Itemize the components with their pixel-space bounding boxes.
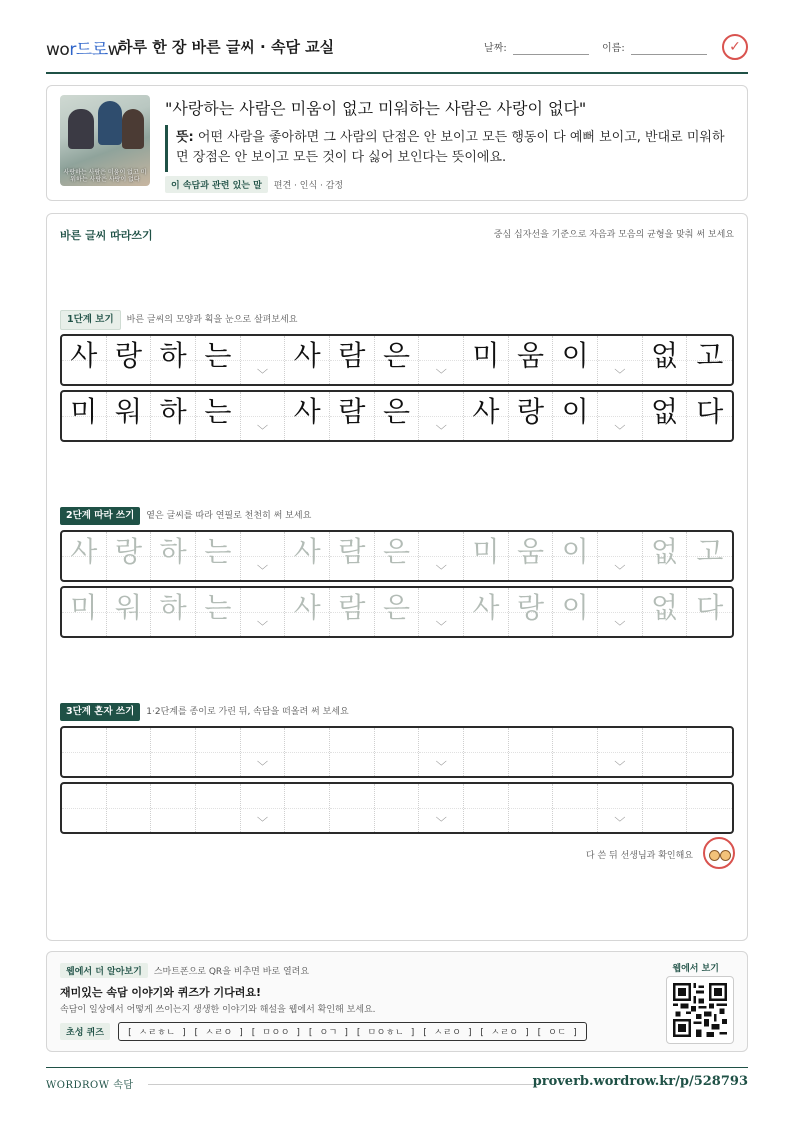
practice-char: 은 [383, 339, 411, 372]
grid-cell [598, 336, 643, 384]
practice-char: 는 [204, 591, 232, 624]
practice-char: 은 [383, 395, 411, 428]
grid-cell[interactable] [151, 588, 196, 636]
grid-cell[interactable] [285, 728, 330, 776]
grid-cell [553, 392, 598, 440]
grid-cell [241, 392, 286, 440]
grid-cell[interactable] [285, 784, 330, 832]
web-headline: 재미있는 속담 이야기와 퀴즈가 기다려요! [60, 986, 261, 999]
practice-char: 하 [159, 395, 187, 428]
grid-cell[interactable] [241, 588, 286, 636]
grid-cell[interactable] [643, 588, 688, 636]
practice-note: 중심 십자선을 기준으로 자음과 모음의 균형을 맞춰 써 보세요 [493, 230, 734, 240]
grid-cell [196, 336, 241, 384]
practice-char: 다 [696, 395, 724, 428]
grid-cell[interactable] [553, 728, 598, 776]
grid-cell [687, 336, 732, 384]
step3-header: 3단계 혼자 쓰기 1·2단계를 종이로 가린 뒤, 속담을 떠올려 써 보세요 [60, 703, 349, 721]
proverb-meaning: 뜻: 어떤 사람을 좋아하면 그 사람의 단점은 안 보이고 모든 행동이 다 예뻐 보이고, 반대로 미워하면 장점은 안 보이고 모든 것이 다 싫어 보인다는 뜻이에요. [176, 130, 725, 165]
step2-header: 2단계 따라 쓰기 옅은 글씨를 따라 연필로 천천히 써 보세요 [60, 507, 311, 525]
practice-char: 사 [293, 535, 321, 568]
practice-char: 랑 [517, 591, 545, 624]
grid-cell[interactable] [598, 588, 643, 636]
practice-title: 바른 글씨 따라쓰기 [60, 229, 153, 242]
practice-char: 는 [204, 535, 232, 568]
grid-cell[interactable] [330, 588, 375, 636]
grid-cell[interactable] [196, 784, 241, 832]
space-mark: ﹀ [435, 816, 447, 829]
grid-cell[interactable] [330, 728, 375, 776]
qr-code-icon[interactable] [666, 976, 734, 1044]
grid-cell[interactable] [107, 784, 152, 832]
practice-char: 랑 [517, 395, 545, 428]
grid-cell [107, 392, 152, 440]
step3-row-1[interactable] [60, 726, 734, 778]
grid-cell [419, 336, 464, 384]
space-mark: ﹀ [257, 816, 269, 829]
practice-char: 는 [204, 395, 232, 428]
qr-label: 웹에서 보기 [672, 964, 719, 974]
grid-cell[interactable] [553, 784, 598, 832]
practice-char: 사 [472, 395, 500, 428]
grid-cell [151, 392, 196, 440]
practice-char: 이 [561, 535, 589, 568]
grid-cell[interactable] [151, 784, 196, 832]
space-mark: ﹀ [614, 564, 626, 577]
grid-cell [464, 336, 509, 384]
initial-quiz: 초성 퀴즈 [ ㅅㄹㅎㄴ ] [ ㅅㄹㅇ ] [ ㅁㅇㅇ ] [ ㅇㄱ ] [ ㅁㅇㅎㄴ ] [ ㅅㄹㅇ ] [ ㅅㄹㅇ ] [ ㅇㄷ ] [60, 1022, 587, 1041]
teacher-check-note: 다 쓴 뒤 선생님과 확인해요 [585, 851, 693, 861]
grid-cell[interactable] [509, 532, 554, 580]
grid-cell[interactable] [553, 588, 598, 636]
space-mark: ﹀ [257, 368, 269, 381]
grid-cell[interactable] [241, 728, 286, 776]
space-mark: ﹀ [257, 620, 269, 633]
grid-cell[interactable] [509, 588, 554, 636]
practice-char: 이 [561, 339, 589, 372]
grid-cell [509, 336, 554, 384]
web-tag: 웹에서 더 알아보기 스마트폰으로 QR을 비추면 바로 열려요 [60, 963, 309, 978]
practice-char: 랑 [114, 339, 143, 372]
practice-char: 다 [696, 591, 724, 624]
practice-char: 하 [159, 535, 187, 568]
proverb-illustration: 사랑하는 사람은 미움이 없고 미워하는 사람은 사랑이 없다 [60, 95, 150, 186]
grid-cell[interactable] [196, 588, 241, 636]
grid-cell[interactable] [643, 728, 688, 776]
grid-cell[interactable] [643, 532, 688, 580]
practice-char: 람 [338, 591, 366, 624]
grid-cell[interactable] [687, 784, 732, 832]
grid-cell[interactable] [464, 532, 509, 580]
space-mark: ﹀ [435, 760, 447, 773]
space-mark: ﹀ [257, 760, 269, 773]
proverb-text: "사랑하는 사람은 미움이 없고 미워하는 사람은 사랑이 없다" [165, 99, 587, 118]
grid-cell[interactable] [285, 532, 330, 580]
grid-cell [464, 392, 509, 440]
grid-cell[interactable] [464, 784, 509, 832]
space-mark: ﹀ [614, 424, 626, 437]
teacher-stamp-icon [703, 837, 735, 869]
practice-char: 없 [651, 339, 679, 372]
practice-char: 미 [472, 339, 500, 372]
space-mark: ﹀ [435, 564, 447, 577]
grid-cell[interactable] [62, 784, 107, 832]
practice-char: 미 [70, 591, 98, 624]
page-footer [46, 1067, 748, 1091]
practice-char: 없 [651, 591, 679, 624]
grid-cell [107, 336, 152, 384]
practice-char: 사 [70, 535, 98, 568]
grid-cell[interactable] [241, 532, 286, 580]
grid-cell [687, 392, 732, 440]
grid-cell[interactable] [196, 532, 241, 580]
grid-cell [553, 336, 598, 384]
grid-cell [375, 392, 420, 440]
quiz-box: [ ㅅㄹㅎㄴ ] [ ㅅㄹㅇ ] [ ㅁㅇㅇ ] [ ㅇㄱ ] [ ㅁㅇㅎㄴ ] [ ㅅㄹㅇ ] [ ㅅㄹㅇ ] [ ㅇㄷ ] [118, 1022, 587, 1041]
practice-char: 움 [517, 535, 545, 568]
step1-row-1 [60, 334, 734, 386]
web-description: 속담이 일상에서 어떻게 쓰이는지 생생한 이야기와 해설을 웹에서 확인해 보세요. [60, 1005, 376, 1015]
grid-cell [643, 392, 688, 440]
grid-cell [509, 392, 554, 440]
practice-char: 없 [651, 535, 679, 568]
grid-cell[interactable] [62, 532, 107, 580]
grid-cell[interactable] [375, 588, 420, 636]
practice-char: 사 [293, 591, 321, 624]
grid-cell[interactable] [419, 588, 464, 636]
grid-cell[interactable] [62, 728, 107, 776]
practice-char: 하 [159, 591, 187, 624]
footer-url[interactable]: proverb.wordrow.kr/p/528793 [532, 1074, 748, 1089]
grid-cell [375, 336, 420, 384]
practice-char: 워 [114, 395, 143, 428]
grid-cell [241, 336, 286, 384]
grid-cell[interactable] [464, 728, 509, 776]
name-field[interactable]: 이름: [602, 39, 707, 55]
practice-char: 사 [293, 339, 321, 372]
grid-cell [62, 392, 107, 440]
grid-cell[interactable] [375, 784, 420, 832]
step3-row-2[interactable] [60, 782, 734, 834]
grid-cell[interactable] [107, 588, 152, 636]
grid-cell [285, 392, 330, 440]
grid-cell[interactable] [464, 588, 509, 636]
grid-cell[interactable] [107, 532, 152, 580]
grid-cell[interactable] [375, 728, 420, 776]
grid-cell[interactable] [687, 588, 732, 636]
grid-cell[interactable] [687, 728, 732, 776]
space-mark: ﹀ [435, 368, 447, 381]
grid-cell[interactable] [553, 532, 598, 580]
proverb-card [46, 85, 748, 201]
practice-char: 은 [383, 535, 411, 568]
space-mark: ﹀ [257, 564, 269, 577]
related-words: 이 속담과 관련 있는 말 편견 · 인식 · 감정 [165, 176, 343, 193]
web-promo-card [46, 951, 748, 1052]
step1-header: 1단계 보기 바른 글씨의 모양과 획을 눈으로 살펴보세요 [60, 310, 297, 328]
grid-cell[interactable] [62, 588, 107, 636]
practice-char: 이 [561, 591, 589, 624]
practice-char: 이 [561, 395, 589, 428]
practice-char: 은 [383, 591, 411, 624]
grid-cell [598, 392, 643, 440]
space-mark: ﹀ [257, 424, 269, 437]
practice-char: 람 [338, 535, 366, 568]
practice-char: 사 [472, 591, 500, 624]
grid-cell[interactable] [419, 532, 464, 580]
practice-char: 고 [696, 339, 724, 372]
page-title: 하루 한 장 바른 글씨 · 속담 교실 [118, 38, 335, 56]
space-mark: ﹀ [614, 368, 626, 381]
practice-char: 사 [70, 339, 98, 372]
space-mark: ﹀ [435, 424, 447, 437]
grid-cell [285, 336, 330, 384]
grid-cell[interactable] [509, 784, 554, 832]
grid-cell[interactable] [509, 728, 554, 776]
practice-char: 사 [293, 395, 321, 428]
grid-cell [330, 336, 375, 384]
step1-row-2 [60, 390, 734, 442]
grid-cell[interactable] [330, 532, 375, 580]
practice-char: 미 [70, 395, 98, 428]
practice-char: 람 [338, 395, 366, 428]
grid-cell[interactable] [285, 588, 330, 636]
grid-cell[interactable] [107, 728, 152, 776]
grid-cell[interactable] [598, 784, 643, 832]
step2-row-1[interactable] [60, 530, 734, 582]
practice-card [46, 213, 748, 941]
practice-char: 람 [338, 339, 366, 372]
practice-char: 는 [204, 339, 232, 372]
approval-badge-icon: ✓ [722, 34, 748, 60]
grid-cell[interactable] [598, 532, 643, 580]
space-mark: ﹀ [614, 620, 626, 633]
practice-char: 하 [159, 339, 187, 372]
space-mark: ﹀ [614, 816, 626, 829]
grid-cell [330, 392, 375, 440]
grid-cell [62, 336, 107, 384]
grid-cell[interactable] [151, 728, 196, 776]
grid-cell [643, 336, 688, 384]
practice-char: 워 [114, 591, 143, 624]
practice-char: 고 [696, 535, 724, 568]
wordrow-logo: wor드로w [46, 40, 122, 60]
grid-cell[interactable] [643, 784, 688, 832]
grid-cell[interactable] [196, 728, 241, 776]
grid-cell [196, 392, 241, 440]
grid-cell[interactable] [375, 532, 420, 580]
grid-cell [151, 336, 196, 384]
practice-char: 움 [517, 339, 545, 372]
grid-cell[interactable] [330, 784, 375, 832]
grid-cell[interactable] [419, 728, 464, 776]
space-mark: ﹀ [435, 620, 447, 633]
grid-cell[interactable] [151, 532, 196, 580]
grid-cell[interactable] [598, 728, 643, 776]
practice-char: 미 [472, 535, 500, 568]
step2-row-2[interactable] [60, 586, 734, 638]
grid-cell [419, 392, 464, 440]
grid-cell[interactable] [241, 784, 286, 832]
footer-brand: WORDROW 속담 [46, 1080, 134, 1091]
grid-cell[interactable] [687, 532, 732, 580]
practice-char: 랑 [114, 535, 143, 568]
space-mark: ﹀ [614, 760, 626, 773]
page-header [46, 30, 748, 74]
date-field[interactable]: 날짜: [484, 39, 589, 55]
grid-cell[interactable] [419, 784, 464, 832]
practice-char: 없 [651, 395, 679, 428]
